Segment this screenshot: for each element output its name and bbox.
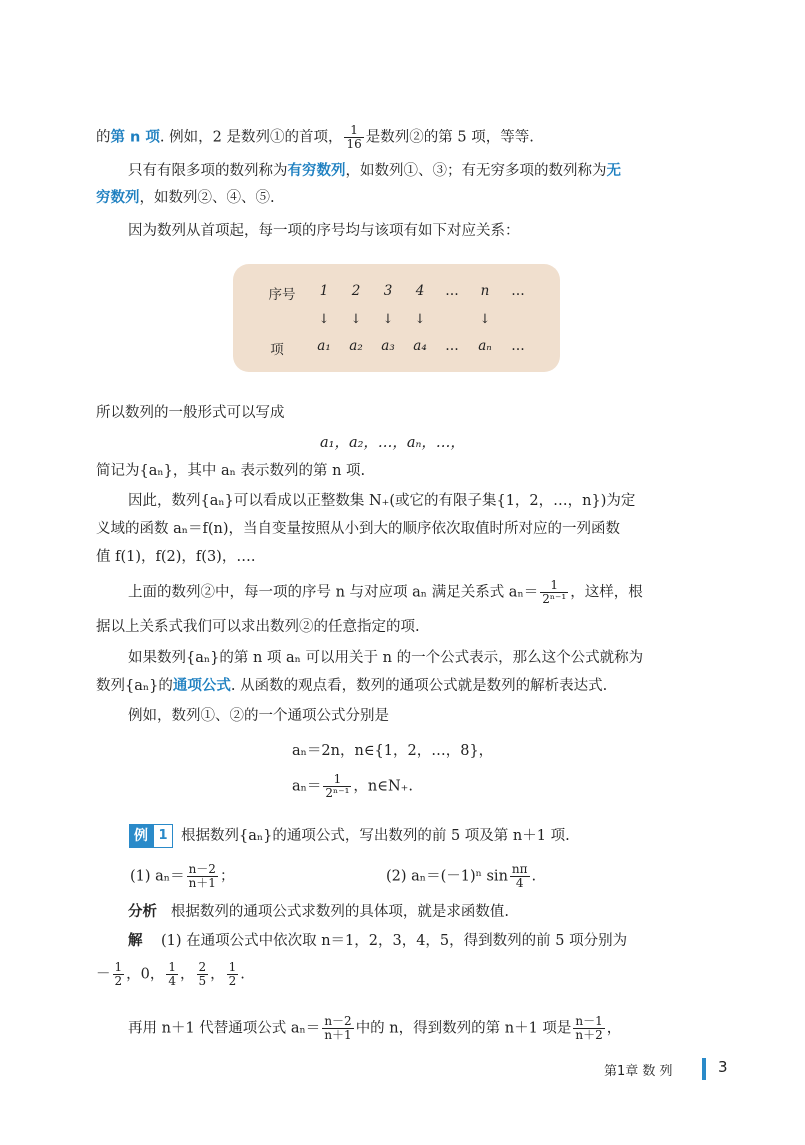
paragraph-8-line1: 如果数列{aₙ}的第 n 项 aₙ 可以用关于 n 的一个公式表示，那么这个公式就称为	[128, 650, 644, 666]
table-cell: a₄	[413, 338, 427, 354]
table-cell: …	[445, 283, 459, 299]
paragraph-6-line2: 义域的函数 aₙ＝f(n)，当自变量按照从小到大的顺序依次取值时所对应的一列函数	[96, 521, 621, 537]
paragraph-2-line2: 穷数列，如数列②、④、⑤.	[96, 190, 275, 206]
paragraph-4: 所以数列的一般形式可以写成	[96, 405, 285, 421]
down-arrow-icon: ↓	[479, 312, 491, 327]
term-finite-sequence: 有穷数列	[287, 163, 346, 179]
analysis: 分析 根据数列的通项公式求数列的具体项，就是求函数值.	[128, 904, 509, 920]
table-cell: 2	[351, 283, 361, 299]
table-cell: a₃	[381, 338, 395, 354]
paragraph-1: 的第 n 项. 例如，2 是数列①的首项， $\frac{1}{16}$ 是数列②的第 5 项，等等.	[96, 123, 534, 151]
term-general-formula: 通项公式	[172, 678, 231, 694]
fraction-1-over-2pow: $\frac{1}{\text{2ⁿ⁻¹}}$	[542, 578, 567, 606]
table-cell: 4	[415, 283, 425, 299]
down-arrow-icon: ↓	[414, 312, 426, 327]
formula-1: aₙ＝2n，n∈{1，2，…，8}，	[292, 743, 494, 759]
table-cell: 1	[319, 283, 329, 299]
fraction-1-16: $\frac{1}{16}$	[346, 123, 362, 151]
page-number: 3	[718, 1058, 728, 1076]
formula-2: aₙ＝ $\frac{1}{\text{2ⁿ⁻¹}}$ ，n∈N₊.	[292, 772, 413, 800]
down-arrow-icon: ↓	[318, 312, 330, 327]
question-2: (2) aₙ＝(－1)ⁿ sin $\frac{n\pi}{4}$ .	[386, 862, 537, 890]
paragraph-2-line1: 只有有限多项的数列称为有穷数列，如数列①、③；有无穷多项的数列称为无	[128, 163, 621, 179]
solution: 解 (1) 在通项公式中依次取 n＝1，2，3，4，5，得到数列的前 5 项分别为	[128, 933, 628, 949]
paragraph-7-line2: 据以上关系式我们可以求出数列②的任意指定的项.	[96, 619, 420, 635]
paragraph-6-line3: 值 f(1)，f(2)，f(3)，….	[96, 549, 256, 565]
solution-terms: － $\frac{1}{2}$ ，0， $\frac{1}{4}$ ， $\frac{2}{5}$ ， $\frac{1}{2}$ .	[96, 960, 245, 988]
table-cell: a₂	[349, 338, 363, 354]
term-infinite-sequence: 穷数列	[96, 190, 140, 206]
paragraph-7-line1: 上面的数列②中，每一项的序号 n 与对应项 aₙ 满足关系式 aₙ＝ $\frac{1}{\text{2ⁿ⁻¹}}$ ，这样，根	[128, 578, 643, 606]
table-cell: n	[480, 283, 490, 299]
question-1: (1) aₙ＝ $\frac{n-2}{n+1}$ ；	[130, 862, 235, 890]
term-nth: 第 n 项	[110, 129, 160, 146]
down-arrow-icon: ↓	[350, 312, 362, 327]
table-cell: a₁	[317, 338, 331, 354]
table-cell: …	[445, 338, 459, 354]
paragraph-5: 简记为{aₙ}，其中 aₙ 表示数列的第 n 项.	[96, 463, 366, 479]
paragraph-6-line1: 因此，数列{aₙ}可以看成以正整数集 N₊(或它的有限子集{1，2，…，n})为定	[128, 493, 636, 509]
table-cell: …	[511, 338, 525, 354]
paragraph-3: 因为数列从首项起，每一项的序号均与该项有如下对应关系：	[128, 223, 520, 239]
chapter-label: 第1章 数 列	[604, 1064, 673, 1079]
example-badge: 例 1	[129, 824, 173, 848]
solution-last-line: 再用 n＋1 代替通项公式 aₙ＝ $\frac{n-2}{n+1}$ 中的 n，得到数列的第 n＋1 项是 $\frac{n-1}{n+2}$ ，	[128, 1014, 622, 1042]
general-form-formula: a₁，a₂，…，aₙ，…，	[320, 435, 465, 451]
table-cell: 3	[383, 283, 393, 299]
table-cell: …	[511, 283, 525, 299]
paragraph-8-line2: 数列{aₙ}的通项公式. 从函数的观点看，数列的通项公式就是数列的解析表达式.	[96, 678, 608, 694]
paragraph-9: 例如，数列①、②的一个通项公式分别是	[128, 708, 389, 724]
footer-divider	[702, 1058, 706, 1080]
down-arrow-icon: ↓	[382, 312, 394, 327]
table-row1-label: 序号	[268, 287, 296, 303]
example-text: 根据数列{aₙ}的通项公式，写出数列的前 5 项及第 n＋1 项.	[181, 828, 570, 844]
table-row2-label: 项	[270, 342, 284, 358]
table-cell: aₙ	[478, 338, 492, 354]
